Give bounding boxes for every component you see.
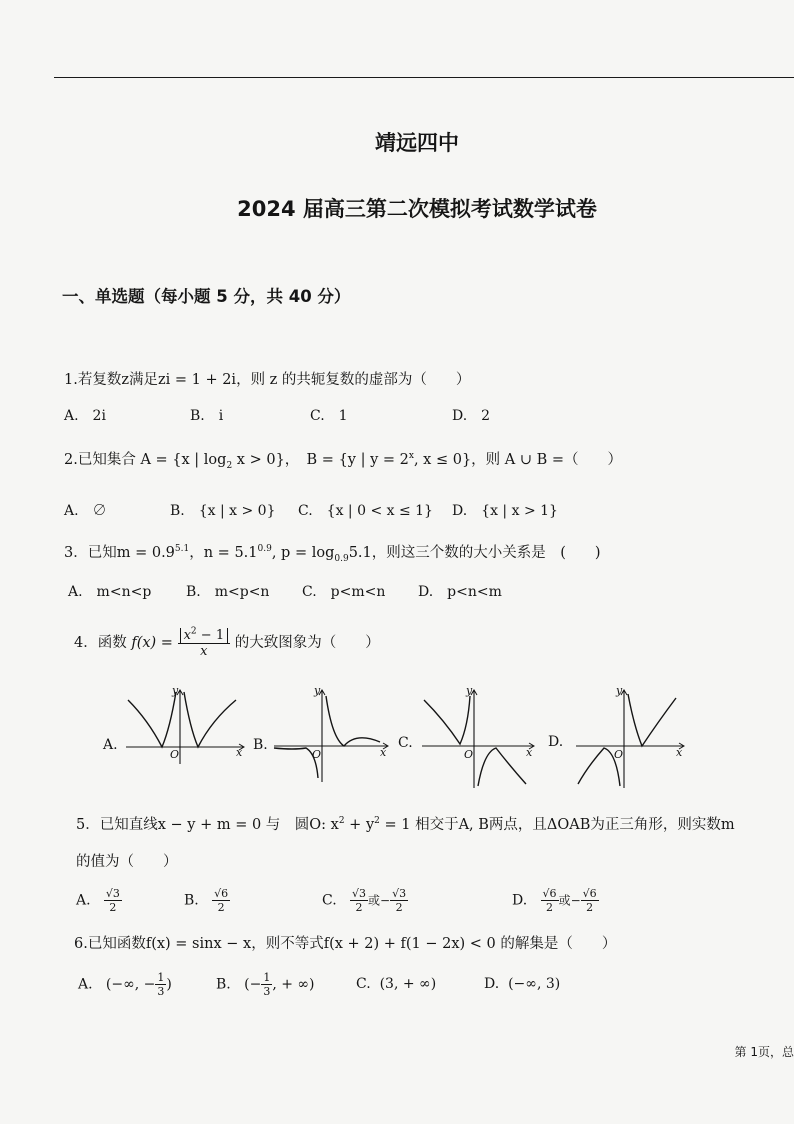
q2-option-b: B. {x | x > 0} <box>170 503 276 519</box>
q5-option-b: B. $\frac{√6}{2}$ <box>184 887 229 914</box>
graph-b-origin-label: O <box>312 748 322 761</box>
graph-d-label: D. <box>548 734 564 750</box>
page-footer: 第 1页，总 <box>734 1045 794 1059</box>
graph-b <box>270 686 392 784</box>
graph-b-x-label: x <box>380 746 387 759</box>
question-1-stem: 1.若复数z满足zi = 1 + 2i，则 z 的共轭复数的虚部为（ ） <box>64 372 471 388</box>
q1-option-c: C. 1 <box>310 408 348 424</box>
section-heading: 一、单选题（每小题 5 分，共 40 分） <box>62 287 351 306</box>
q1-option-d: D. 2 <box>452 408 491 424</box>
graph-d-x-label: x <box>676 746 683 759</box>
graph-a-label: A. <box>103 737 118 753</box>
question-4-stem: 4．函数 f(x) = $\frac{x^2 - 1}{x}$ 的大致图象为（ ） <box>74 627 380 660</box>
q6-option-c: C. (3, + ∞) <box>356 976 437 992</box>
graph-c-y-label: y <box>466 684 473 697</box>
question-5-stem: 5．已知直线x − y + m = 0 与 圆O: $x^2 + y^2 = 1$ 相交于A, B两点，且ΔOAB为正三角形，则实数m <box>76 816 735 833</box>
graph-a <box>120 686 248 766</box>
question-6-stem: 6.已知函数f(x) = sinx − x，则不等式f(x + 2) + f(1 − 2x) < 0 的解集是（ ） <box>74 936 617 952</box>
graph-d <box>572 686 688 790</box>
exam-title: 2024 届高三第二次模拟考试数学试卷 <box>237 197 597 221</box>
q3-option-a: A. m<n<p <box>68 584 152 600</box>
q3-option-d: D. p<n<m <box>418 584 502 600</box>
graph-b-label: B. <box>253 737 268 753</box>
q1-option-b: B. i <box>190 408 224 424</box>
graph-c <box>418 686 538 790</box>
q5-option-c: C. $\frac{√3}{2}$ 或− $\frac{√3}{2}$ <box>322 887 407 914</box>
graph-d-origin-label: O <box>614 748 624 761</box>
q2-option-d: D. {x | x > 1} <box>452 503 558 519</box>
graph-c-origin-label: O <box>464 748 474 761</box>
graph-a-y-label: y <box>172 684 179 697</box>
q4-fraction: $\frac{x^2 - 1}{x}$ <box>178 628 231 658</box>
q2-option-c: C. {x | 0 < x ≤ 1} <box>298 503 433 519</box>
graph-a-x-label: x <box>236 746 243 759</box>
q6-option-b: B. (− $\frac{1}{3}$ , + ∞) <box>216 971 315 998</box>
q6-option-a: A. (−∞, − $\frac{1}{3}$ ) <box>78 971 172 998</box>
graph-d-y-label: y <box>616 684 623 697</box>
q5-option-d: D. $\frac{√6}{2}$ 或− $\frac{√6}{2}$ <box>512 887 597 914</box>
question-3-stem: 3．已知$m = 0.9^{5.1}$，$n = 5.1^{0.9}$, $p = \log_{0.9}5.1$，则这三个数的大小关系是 ( ) <box>64 544 601 564</box>
q3-option-c: C. p<m<n <box>302 584 386 600</box>
graph-c-label: C. <box>398 735 413 751</box>
top-rule <box>54 77 794 78</box>
school-name: 靖远四中 <box>375 131 459 155</box>
question-5-stem-line2: 的值为（ ） <box>76 854 178 870</box>
graph-a-origin-label: O <box>170 748 180 761</box>
q5-option-a: A. $\frac{√3}{2}$ <box>76 887 120 914</box>
question-2-stem: 2.已知集合 A = {x | $\log_2 x > 0$}， B = {y | $y = 2^x$, x ≤ 0}，则 A ∪ B =（ ） <box>64 451 623 471</box>
graph-c-x-label: x <box>526 746 533 759</box>
q6-option-d: D. (−∞, 3) <box>484 976 561 992</box>
q2-option-a: A. ∅ <box>64 503 107 519</box>
q3-option-b: B. m<p<n <box>186 584 270 600</box>
graph-b-y-label: y <box>314 684 321 697</box>
q1-option-a: A. 2i <box>64 408 106 424</box>
